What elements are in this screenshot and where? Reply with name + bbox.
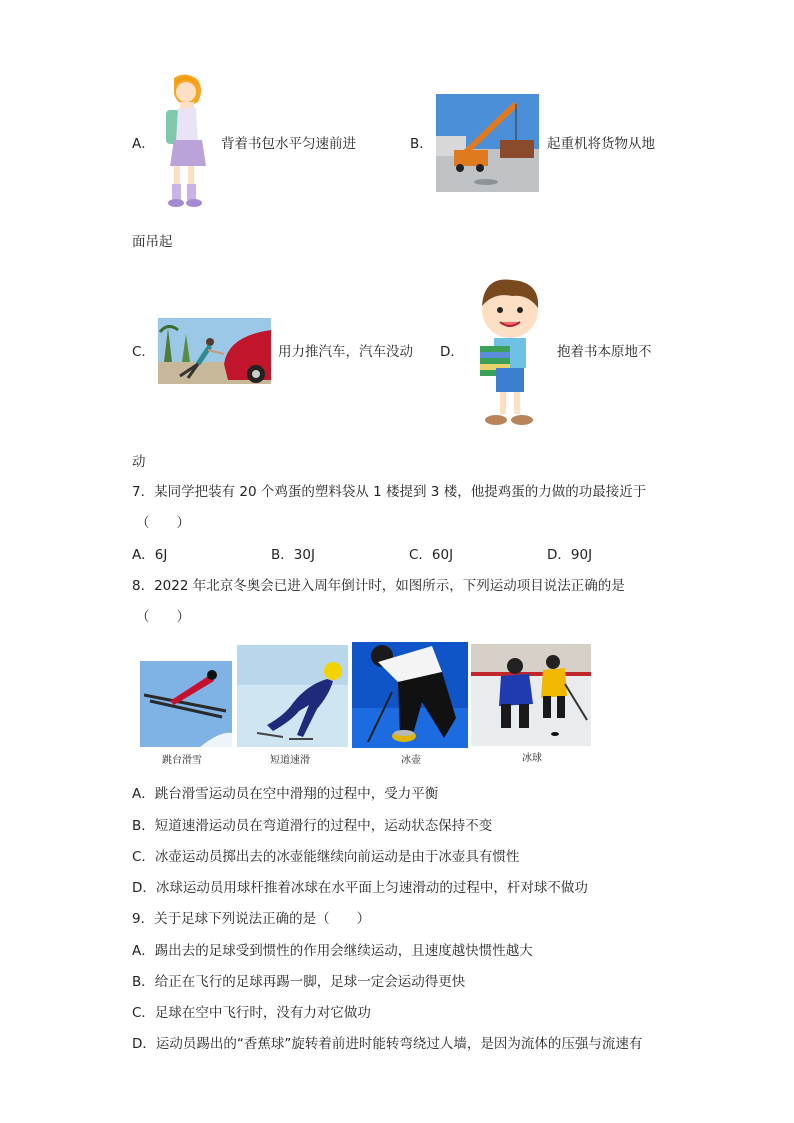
option-d-text-line2: 动: [132, 454, 146, 470]
q9-option-d: D．运动员踢出的“香蕉球”旋转着前进时能转弯绕过人墙，是因为流体的压强与流速有: [132, 1036, 643, 1052]
q9-option-a: A．踢出去的足球受到惯性的作用会继续运动，且速度越快惯性越大: [132, 943, 533, 959]
option-a-label: A．: [132, 136, 155, 152]
q9-stem: 9．关于足球下列说法正确的是（ ）: [132, 911, 371, 927]
option-a-text: 背着书包水平匀速前进: [221, 136, 356, 152]
q7-bracket: （ ）: [136, 515, 190, 531]
ski-jumping-photo: [140, 661, 232, 747]
ice-hockey-photo: [471, 644, 591, 746]
option-d-label: D．: [440, 344, 464, 360]
q8-option-b: B．短道速滑运动员在弯道滑行的过程中，运动状态保持不变: [132, 818, 493, 834]
q8-option-a: A．跳台滑雪运动员在空中滑翔的过程中，受力平衡: [132, 786, 439, 802]
curling-photo: [352, 642, 468, 748]
q8-stem: 8．2022 年北京冬奥会已进入周年倒计时，如图所示，下列运动项目说法正确的是: [132, 578, 625, 594]
caption-ice-hockey: 冰球: [522, 753, 542, 764]
boy-holding-books-image: [472, 276, 544, 428]
caption-curling: 冰壶: [401, 755, 421, 766]
girl-with-backpack-image: [160, 72, 212, 210]
q7-stem: 7．某同学把装有 20 个鸡蛋的塑料袋从 1 楼提到 3 楼，他提鸡蛋的力做的功最接近于: [132, 484, 647, 500]
option-c-text: 用力推汽车，汽车没动: [278, 344, 413, 360]
q9-option-c: C．足球在空中飞行时，没有力对它做功: [132, 1005, 371, 1021]
q9-option-b: B．给正在飞行的足球再踢一脚，足球一定会运动得更快: [132, 974, 466, 990]
q7-option-c: C．60J: [409, 547, 454, 563]
option-b-text-line1: 起重机将货物从地: [547, 136, 655, 152]
option-d-text-line1: 抱着书本原地不: [557, 344, 652, 360]
short-track-speed-skating-photo: [237, 645, 348, 747]
caption-short-track: 短道速滑: [270, 755, 310, 766]
q7-option-d: D．90J: [547, 547, 593, 563]
q8-option-d: D．冰球运动员用球杆推着冰球在水平面上匀速滑动的过程中，杆对球不做功: [132, 880, 588, 896]
crane-lifting-cargo-image: [436, 94, 539, 192]
q8-option-c: C．冰壶运动员掷出去的冰壶能继续向前运动是由于冰壶具有惯性: [132, 849, 520, 865]
option-b-label: B．: [410, 136, 433, 152]
option-c-label: C．: [132, 344, 155, 360]
q7-option-b: B．30J: [271, 547, 315, 563]
q7-option-a: A．6J: [132, 547, 168, 563]
q8-bracket: （ ）: [136, 609, 190, 625]
option-b-text-line2: 面吊起: [132, 234, 173, 250]
caption-ski-jumping: 跳台滑雪: [162, 755, 202, 766]
person-pushing-car-image: [158, 318, 271, 384]
